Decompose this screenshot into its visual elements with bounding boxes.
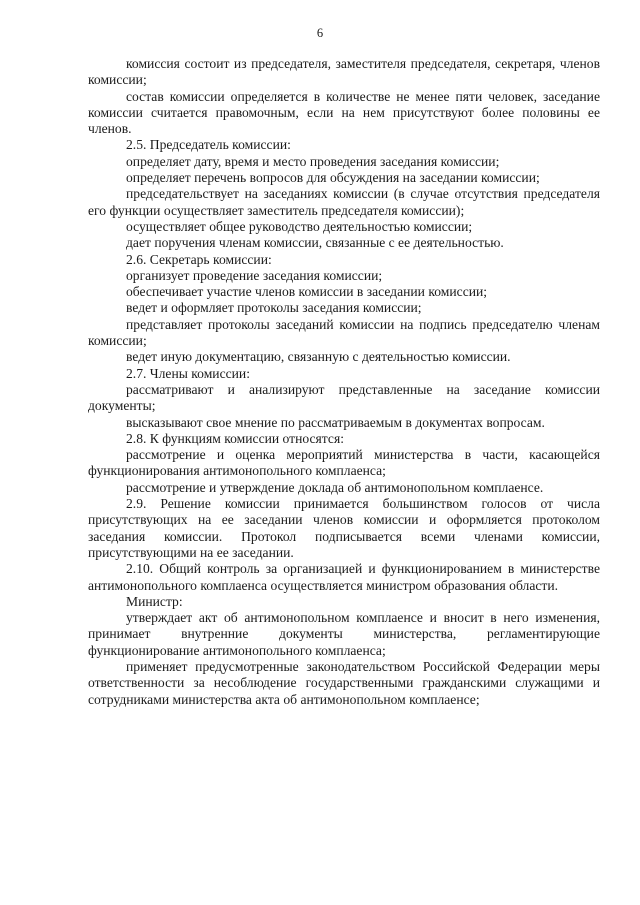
- paragraph-commission-quorum: состав комиссии определяется в количестве не менее пяти человек, заседание комиссии считается правомочным, если на нем присутствуют более половины ее членов.: [88, 88, 600, 137]
- list-item: председательствует на заседаниях комиссии (в случае отсутствия председателя его функции осуществляет заместитель председателя комиссии);: [88, 186, 600, 218]
- list-item: обеспечивает участие членов комиссии в заседании комиссии;: [126, 284, 488, 300]
- heading-minister: Министр:: [126, 593, 183, 609]
- list-item: рассматривают и анализируют представленные на заседание комиссии документы;: [88, 381, 600, 414]
- list-item: рассмотрение и оценка мероприятий министерства в части, касающейся функционирования антимонопольного комплаенса;: [88, 447, 600, 479]
- section-2-9: 2.9. Решение комиссии принимается большинством голосов от числа присутствующих на ее заседании членов комиссии и оформляется протоколом заседания комиссии. Протокол подписывается всеми членами комиссии, присутствующими на ее заседании.: [88, 496, 600, 560]
- list-item: ведет иную документацию, связанную с деятельностью комиссии.: [126, 349, 511, 365]
- list-item: утверждает акт об антимонопольном комплаенсе и вносит в него изменения, принимает внутренние документы министерства, регламентирующие функционирование антимонопольного комплаенса;: [88, 610, 600, 658]
- list-item: рассмотрение и утверждение доклада об антимонопольном комплаенсе.: [126, 479, 544, 495]
- list-item: применяет предусмотренные законодательством Российской Федерации меры ответственности за несоблюдение государственными гражданскими служащими и сотрудниками министерства акта об антимонопольном комплаенсе;: [88, 658, 600, 707]
- list-item: представляет протоколы заседаний комиссии на подпись председателю членам комиссии;: [88, 316, 600, 349]
- list-item: определяет дату, время и место проведения заседания комиссии;: [126, 153, 500, 169]
- section-heading-2-8: 2.8. К функциям комиссии относятся:: [126, 430, 344, 446]
- list-item: высказывают свое мнение по рассматриваемым в документах вопросам.: [126, 414, 545, 430]
- list-item: дает поручения членам комиссии, связанные с ее деятельностью.: [126, 235, 504, 251]
- document-body: [88, 56, 600, 708]
- section-heading-2-6: 2.6. Секретарь комиссии:: [126, 251, 272, 267]
- list-item: организует проведение заседания комиссии;: [126, 267, 383, 283]
- section-heading-2-7: 2.7. Члены комиссии:: [126, 365, 250, 381]
- section-heading-2-5: 2.5. Председатель комиссии:: [126, 137, 291, 153]
- list-item: осуществляет общее руководство деятельностью комиссии;: [126, 218, 473, 234]
- list-item: ведет и оформляет протоколы заседания комиссии;: [126, 300, 422, 316]
- section-2-10: 2.10. Общий контроль за организацией и функционированием в министерстве антимонопольного комплаенса осуществляется министром образования области.: [88, 561, 600, 593]
- page-number: 6: [316, 26, 324, 40]
- paragraph-commission-composition: комиссия состоит из председателя, заместителя председателя, секретаря, членов комиссии;: [88, 56, 600, 88]
- list-item: определяет перечень вопросов для обсуждения на заседании комиссии;: [126, 170, 540, 186]
